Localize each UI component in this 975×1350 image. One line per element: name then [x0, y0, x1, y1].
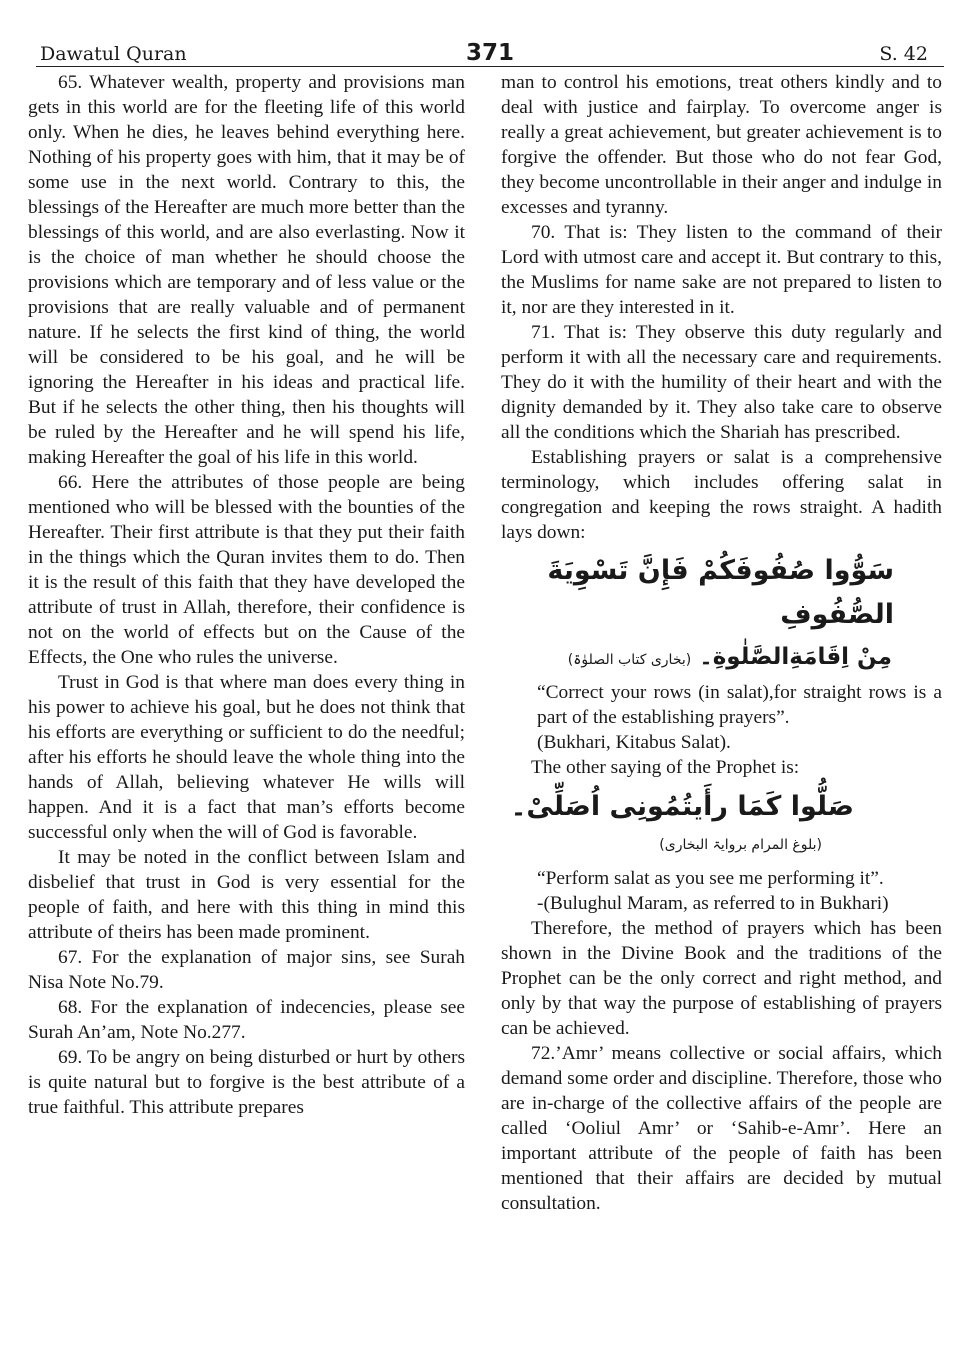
note-67: 67. For the explanation of major sins, see Surah Nisa Note No.79. — [28, 947, 465, 993]
saying-translation — [537, 866, 942, 916]
other-saying-intro: The other saying of the Prophet is: — [531, 757, 800, 778]
book-title: Dawatul Quran — [40, 43, 187, 65]
establishing-prayers-paragraph: Establishing prayers or salat is a comprehensive terminology, which includes offering salat in congregation and keeping the rows straight. A hadith lays down: — [501, 447, 942, 543]
note-71: 71. That is: They observe this duty regularly and perform it with all the necessary care and requirements. They do it with the humility of their heart and with the dignity demanded by it. They also take care to observe all the conditions which the Shariah has prescribed. — [501, 322, 942, 443]
hadith-arabic-reference: (بخاری کتاب الصلوٰۃ) — [567, 652, 692, 668]
right-column — [501, 70, 942, 1216]
hadith-arabic-line2 — [501, 637, 942, 680]
saying-arabic: صَلُّوا كَمَا رأَيتُمُونِى اُصَلِّىْ۔ — [510, 791, 854, 822]
note-66: 66. Here the attributes of those people are being mentioned who will be blessed with the bounties of the Hereafter. Their first attribute is that they put their faith in the things which the Quran invites them to do. Then it is the result of this faith that they have developed the attribute of trust in Allah, therefore, their confidence is not on the world of effects but on the Cause of the Effects, the One who rules the universe. — [28, 472, 465, 668]
note-70: 70. That is: They listen to the command of their Lord with utmost care and accept it. But contrary to this, the Muslims for name sake are not prepared to listen to it, nor are they interested in it. — [501, 222, 942, 318]
page-number: 371 — [465, 40, 514, 66]
note-65: 65. Whatever wealth, property and provisions man gets in this world are for the fleeting life of this world only. When he dies, he leaves behind everything here. Nothing of his property goes with him, that it may be of some use in the next world. Contrary to this, the blessings of the Hereafter are much more better than the blessings of this world, and are also everlasting. Now it is the choice of man whether he should choose the provisions which are temporary and of less value or the provisions that are really valuable and of permanent nature. If he selects the first kind of thing, the world will be considered to be his goal, and he will be ignoring the Hereafter in his ideas and practical life. But if he selects the other thing, then his thoughts will be ruled by the Hereafter and he will spend his life, making Hereafter the goal of his life in this world. — [28, 72, 465, 468]
hadith-arabic-text: مِنْ اِقَامَةِالصَّلٰوةِ۔ — [699, 644, 892, 670]
saying-translation-text: “Perform salat as you see me performing it”. — [537, 868, 884, 889]
conflict-paragraph: It may be noted in the conflict between Islam and disbelief that trust in God is very essential for the people of faith, and here with this thing in mind this attribute of theirs has been made prominent. — [28, 847, 465, 943]
method-of-prayers-paragraph: Therefore, the method of prayers which has been shown in the Divine Book and the traditions of the Prophet can be the only correct and right method, and only by that way the purpose of establishing of prayers can be achieved. — [501, 918, 942, 1039]
note-69-continued: man to control his emotions, treat others kindly and to deal with justice and fairplay. To overcome anger is really a great achievement, but greater achievement is to forgive the offender. But those who do not fear God, they become uncontrollable in their anger and indulge in excesses and tyranny. — [501, 72, 942, 218]
note-68: 68. For the explanation of indecencies, please see Surah An’am, Note No.277. — [28, 997, 465, 1043]
saying-translation-source: -(Bulughul Maram, as referred to in Bukhari) — [537, 893, 889, 914]
surah-reference: S. 42 — [879, 43, 928, 65]
hadith-translation-text: “Correct your rows (in salat),for straight rows is a part of the establishing prayers”. — [537, 682, 942, 728]
hadith-translation-source: (Bukhari, Kitabus Salat). — [537, 732, 731, 753]
saying-arabic-reference: (بلوغ المرام بروایۃ البخاری) — [659, 837, 822, 853]
note-69: 69. To be angry on being disturbed or hurt by others is quite natural but to forgive is the best attribute of a true faithful. This attribute prepares — [28, 1047, 465, 1118]
page-header — [36, 36, 944, 67]
hadith-arabic-line1: سَوُّوا صُفُوفَكُمْ فَإِنَّ تَسْوِيَةَ الصُّفُوفِ — [547, 555, 894, 630]
note-72: 72.’Amr’ means collective or social affairs, which demand some order and discipline. Therefore, those who are in-charge of the collective affairs of the people are called ‘Ooliul Amr’ or ‘Sahib-e-Amr’. Here an important attribute of the people of faith has been mentioned that their affairs are decided by mutual consultation. — [501, 1043, 942, 1214]
hadith-translation — [537, 680, 942, 755]
left-column — [28, 70, 465, 1120]
trust-in-god-paragraph: Trust in God is that where man does every thing in his power to achieve his goal, but he does not think that his efforts are everything or sufficient to do the needful; after his efforts he should leave the whole thing into the hands of Allah, believing whatever He wills will happen. And it is a fact that man’s efforts become successful only when the will of God is favorable. — [28, 672, 465, 843]
